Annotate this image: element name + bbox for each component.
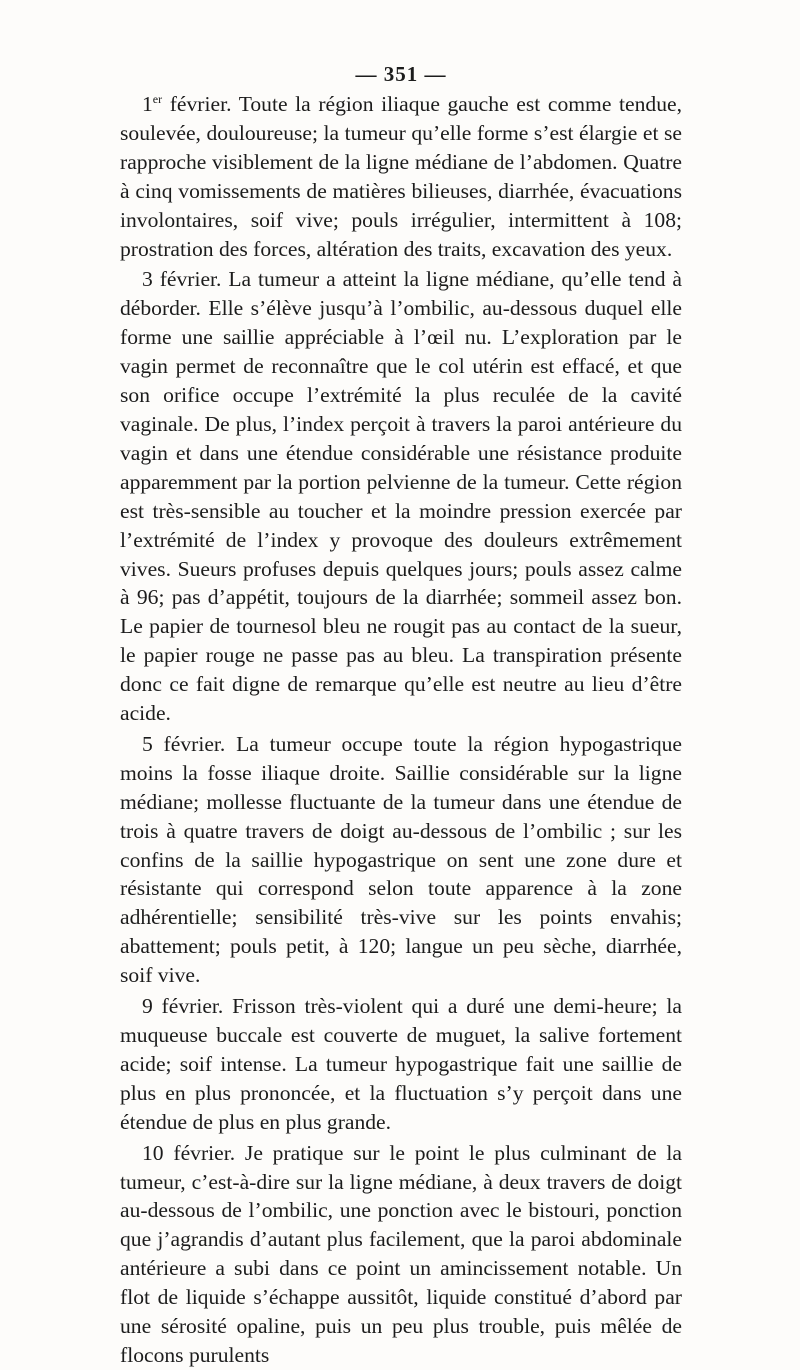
entry-date-number: 9 — [142, 994, 153, 1019]
entry-date-month: février. — [152, 267, 222, 292]
entry-date-month: février. — [152, 731, 226, 756]
entry-date-number: 1 — [142, 92, 153, 116]
entry-date-number: 5 — [142, 731, 153, 756]
entry-date-month: février. — [163, 1140, 236, 1165]
entry-text: Frisson très-violent qui a duré une demi-heure; la muqueuse buccale est couverte de muguet, la salive fortement acide; soif intense. La tumeur hypogastrique fait une saillie de plus en plus prononcée, et la fluctuation s’y perçoit dans une étendue de plus en plus grande. — [120, 994, 682, 1134]
entry-text: Je pratique sur le point le plus culminant de la tumeur, c’est-à-dire sur la ligne médiane, à deux travers de doigt au-dessous de l’ombilic, une ponction avec le bistouri, ponction que j’agrandis d’autant plus facilement, que la paroi abdominale antérieure a subi dans ce point un amincissement notable. Un flot de liquide s’échappe aussitôt, liquide constitué d’abord par une sérosité opaline, puis un peu plus trouble, puis mêlée de flocons purulents — [120, 1140, 682, 1367]
entry-date-number: 10 — [142, 1140, 164, 1165]
entry-date-month: février. — [152, 994, 224, 1019]
paragraph-feb-10 — [120, 1139, 682, 1370]
entry-text: La tumeur a atteint la ligne médiane, qu’elle tend à déborder. Elle s’élève jusqu’à l’ombilic, au-dessous duquel elle forme une saillie appréciable à l’œil nu. L’exploration par le vagin permet de reconnaître que le col utérin est effacé, et que son orifice occupe l’extrémité la plus reculée de la cavité vaginale. De plus, l’index perçoit à travers la paroi antérieure du vagin et dans une étendue considérable une résistance produite apparemment par la portion pelvienne de la tumeur. Cette région est très-sensible au toucher et la moindre pression exercée par l’extrémité de l’index y provoque des douleurs extrêmement vives. Sueurs profuses depuis quelques jours; pouls assez calme à 96; pas d’appétit, toujours de la diarrhée; sommeil assez bon. Le papier de tournesol bleu ne rougit pas au contact de la sueur, le papier rouge ne passe pas au bleu. La transpiration présente donc ce fait digne de remarque qu’elle est neutre au lieu d’être acide. — [120, 267, 682, 726]
paragraph-feb-3 — [120, 265, 682, 728]
entry-date-superscript: er — [152, 91, 163, 106]
paragraph-feb-9 — [120, 992, 682, 1137]
entry-text: La tumeur occupe toute la région hypogastrique moins la fosse iliaque droite. Saillie considérable sur la ligne médiane; mollesse fluctuante de la tumeur dans une étendue de trois à quatre travers de doigt au-dessous de l’ombilic ; sur les confins de la saillie hypogastrique on sent une zone dure et résistante qui correspond selon toute apparence à la zone adhérentielle; sensibilité très-vive sur les points envahis; abattement; pouls petit, à 120; langue un peu sèche, diarrhée, soif vive. — [120, 731, 682, 988]
entry-date-number: 3 — [142, 267, 153, 292]
entry-text: Toute la région iliaque gauche est comme tendue, soulevée, douloureuse; la tumeur qu’elle forme s’est élargie et se rapproche visiblement de la ligne médiane de l’abdomen. Quatre à cinq vomissements de matières bilieuses, diarrhée, évacuations involontaires, soif vive; pouls irrégulier, intermittent à 108; prostration des forces, altération des traits, excavation des yeux. — [120, 92, 682, 261]
paragraph-feb-5 — [120, 730, 682, 990]
paragraph-feb-1 — [120, 90, 682, 263]
entry-date-month: février. — [162, 92, 232, 116]
body-text — [120, 90, 682, 1370]
page-number: — 351 — — [355, 62, 447, 86]
